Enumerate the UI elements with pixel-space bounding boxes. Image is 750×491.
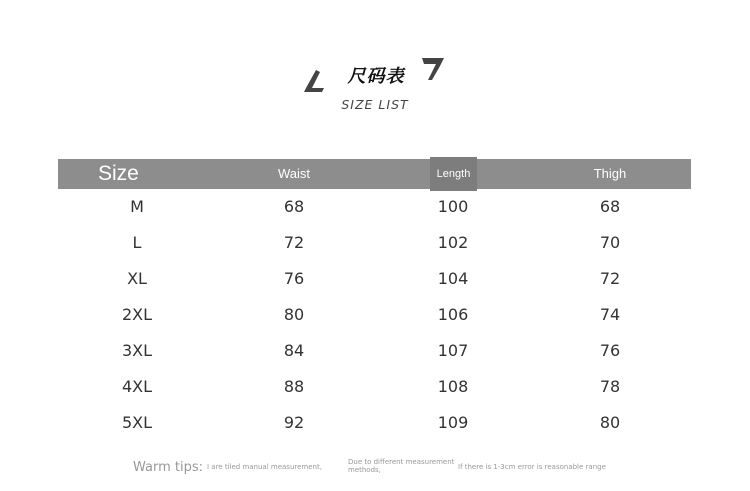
cell-length: 107 — [437, 341, 469, 360]
table-row — [58, 261, 691, 297]
cell-size: 2XL — [121, 305, 153, 324]
size-list-title-block — [0, 52, 750, 122]
warm-tips — [133, 458, 693, 480]
table-row — [58, 405, 691, 441]
cell-waist: 92 — [283, 413, 305, 432]
table-row — [58, 225, 691, 261]
column-header-waist: Waist — [277, 166, 311, 181]
cell-length: 106 — [437, 305, 469, 324]
cell-size: XL — [127, 269, 147, 288]
cell-length: 100 — [437, 197, 469, 216]
size-table — [58, 159, 691, 441]
cell-size: 3XL — [121, 341, 153, 360]
size-list-subtitle: SIZE LIST — [341, 97, 409, 112]
tip-text-2: Due to different measurement methods, — [348, 458, 455, 474]
table-row — [58, 189, 691, 225]
cell-size: L — [132, 233, 142, 252]
cell-length: 102 — [437, 233, 469, 252]
cell-thigh: 72 — [599, 269, 621, 288]
tip-text-1: I are tiled manual measurement, — [207, 463, 322, 471]
column-header-length: Length — [430, 157, 477, 191]
cell-thigh: 70 — [599, 233, 621, 252]
warm-tips-label: Warm tips: — [133, 460, 204, 475]
cell-waist: 88 — [283, 377, 305, 396]
table-row — [58, 297, 691, 333]
cell-waist: 68 — [283, 197, 305, 216]
cell-thigh: 78 — [599, 377, 621, 396]
cell-thigh: 74 — [599, 305, 621, 324]
cell-waist: 84 — [283, 341, 305, 360]
column-header-thigh: Thigh — [593, 166, 627, 181]
cell-waist: 80 — [283, 305, 305, 324]
table-row — [58, 333, 691, 369]
cell-length: 108 — [437, 377, 469, 396]
tip-text-3: If there is 1-3cm error is reasonable range — [458, 463, 606, 471]
cell-thigh: 68 — [599, 197, 621, 216]
cell-size: M — [130, 197, 144, 216]
cell-length: 104 — [437, 269, 469, 288]
cell-waist: 76 — [283, 269, 305, 288]
table-body — [58, 189, 691, 441]
cell-size: 4XL — [121, 377, 153, 396]
size-chart-title: 尺码表 — [347, 66, 405, 87]
cell-waist: 72 — [283, 233, 305, 252]
table-header — [58, 159, 691, 189]
column-header-size: Size — [98, 162, 139, 185]
cell-length: 109 — [437, 413, 469, 432]
right-bracket-icon — [418, 56, 448, 84]
cell-thigh: 80 — [599, 413, 621, 432]
cell-size: 5XL — [121, 413, 153, 432]
cell-thigh: 76 — [599, 341, 621, 360]
left-bracket-icon — [300, 66, 330, 94]
table-row — [58, 369, 691, 405]
